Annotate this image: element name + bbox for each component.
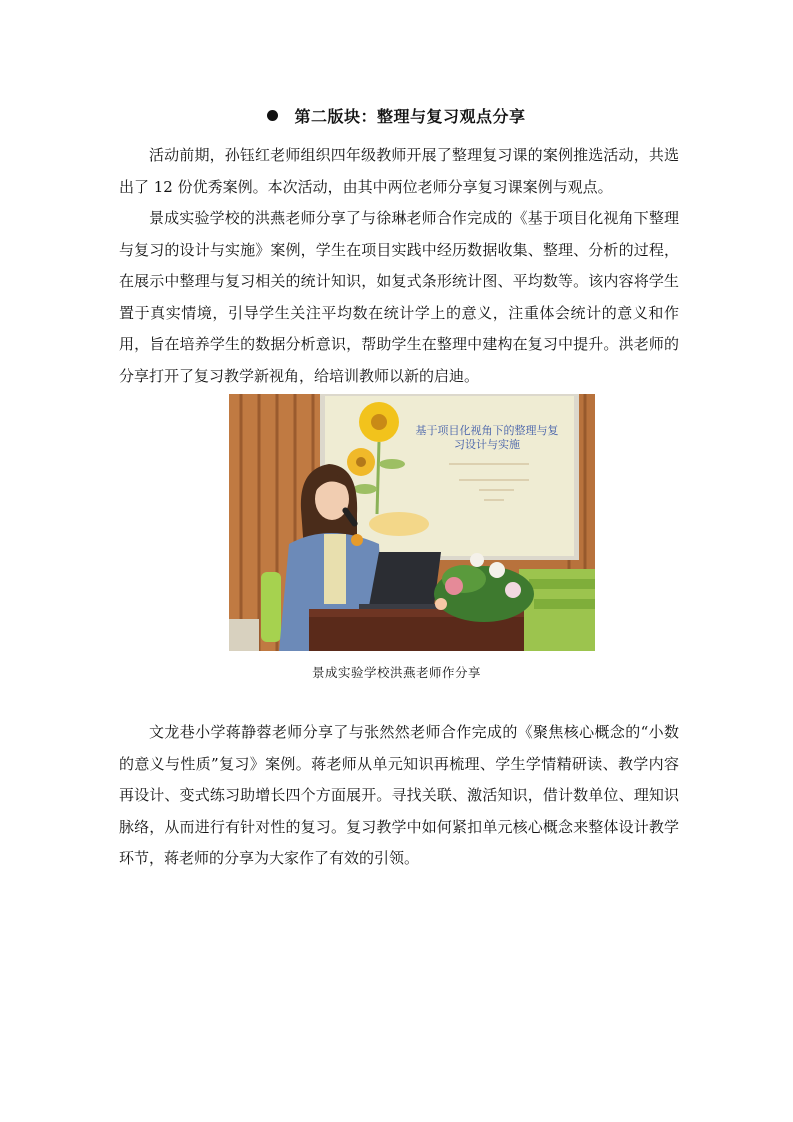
- event-photo-illustration: [229, 394, 595, 651]
- paragraph-hong-yan: 景成实验学校的洪燕老师分享了与徐琳老师合作完成的《基于项目化视角下整理与复习的设计与实施》案例，学生在项目实践中经历数据收集、整理、分析的过程，在展示中整理与复习相关的统计知识，如复式条形统计图、平均数等。该内容将学生置于真实情境，引导学生关注平均数在统计学上的意义，注重体会统计的意义和作用，旨在培养学生的数据分析意识，帮助学生在整理中建构在复习中提升。洪老师的分享打开了复习教学新视角，给培训教师以新的启迪。: [119, 209, 679, 385]
- bullet-icon: [267, 110, 278, 121]
- paragraph-intro: 活动前期，孙钰红老师组织四年级教师开展了整理复习课的案例推选活动，共选出了 12 份优秀案例。本次活动，由其中两位老师分享复习课案例与观点。: [119, 146, 679, 196]
- svg-text:习设计与实施: 习设计与实施: [454, 438, 520, 451]
- photo-caption: 景成实验学校洪燕老师作分享: [311, 665, 481, 680]
- svg-text:基于项目化视角下的整理与复: 基于项目化视角下的整理与复: [415, 424, 559, 437]
- paragraph-jiang-jingrong: 文龙巷小学蒋静蓉老师分享了与张然然老师合作完成的《聚焦核心概念的“小数的意义与性质”复习》案例。蒋老师从单元知识再梳理、学生学情精研读、教学内容再设计、变式练习助增长四个方面展开。寻找关联、激活知识，借计数单位、理知识脉络，从而进行有针对性的复习。复习教学中如何紧扣单元核心概念来整体设计教学环节，蒋老师的分享为大家作了有效的引领。: [119, 723, 679, 867]
- event-photo: [229, 394, 595, 651]
- section-title: 第二版块：整理与复习观点分享: [294, 107, 526, 126]
- section-heading: [0, 106, 793, 128]
